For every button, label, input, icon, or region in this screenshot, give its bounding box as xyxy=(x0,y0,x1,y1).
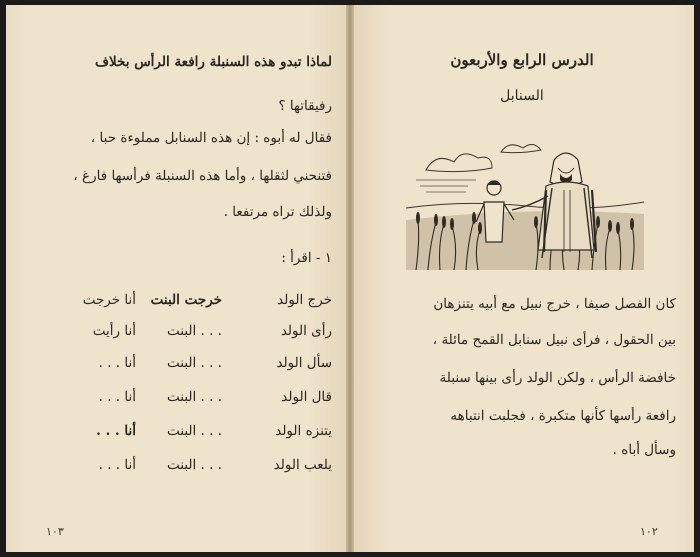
exercise-cell: يلعب الولد xyxy=(273,457,332,473)
exercise-cell: أنا . . . xyxy=(98,355,136,371)
right-page xyxy=(350,5,694,552)
exercise-cell: قال الولد xyxy=(281,389,332,405)
exercise-cell: سأل الولد xyxy=(276,355,332,371)
right-line-5: وسأل أباه . xyxy=(612,442,676,458)
lesson-title: الدرس الرابع والأربعون xyxy=(450,51,594,69)
exercise-cell: يتنزه الولد xyxy=(275,423,332,439)
exercise-row xyxy=(20,353,332,373)
page-number-right: ١٠٢ xyxy=(640,525,658,538)
exercise-cell: خرج الولد xyxy=(277,292,332,308)
exercise-cell: . . . البنت xyxy=(166,389,222,405)
left-line-5: ولذلك تراه مرتفعا . xyxy=(223,204,332,220)
exercise-row xyxy=(20,290,332,310)
left-page xyxy=(6,5,350,552)
exercise-cell: أنا . . . xyxy=(98,389,136,405)
right-line-3: خافضة الرأس ، ولكن الولد رأى بينها سنبلة xyxy=(439,370,676,386)
exercise-cell: خرجت البنت xyxy=(150,292,222,308)
right-line-2: بين الحقول ، فرأى نبيل سنابل القمح مائلة ، xyxy=(432,332,676,348)
exercise-cell: . . . البنت xyxy=(166,423,222,439)
exercise-cell: . . . البنت xyxy=(166,457,222,473)
exercise-cell: أنا . . . xyxy=(98,457,136,473)
right-line-1: كان الفصل صيفا ، خرج نبيل مع أبيه يتنزهان xyxy=(433,296,676,312)
exercise-row xyxy=(20,387,332,407)
exercise-cell: أنا خرجت xyxy=(82,292,136,308)
exercise-row xyxy=(20,455,332,475)
page-number-left: ١٠٣ xyxy=(46,525,64,538)
exercise-cell: . . . البنت xyxy=(166,355,222,371)
exercise-heading: ١ - اقرأ : xyxy=(281,250,332,266)
lesson-subtitle: السنابل xyxy=(500,88,544,104)
exercise-row xyxy=(20,421,332,441)
right-line-4: رافعة رأسها كأنها متكبرة ، فجلبت انتباهه xyxy=(450,408,676,424)
exercise-row xyxy=(20,321,332,341)
wheat-field-illustration xyxy=(406,130,644,270)
book-gutter xyxy=(346,5,354,552)
exercise-cell: أنا . . . xyxy=(96,423,136,439)
left-line-2: رفيقاتها ؟ xyxy=(278,98,332,114)
left-line-3: فقال له أبوه : إن هذه السنابل مملوءة حبا ، xyxy=(90,130,332,146)
left-line-1: لماذا تبدو هذه السنبلة رافعة الرأس بخلاف xyxy=(94,54,332,70)
left-line-4: فتنحني لثقلها ، وأما هذه السنبلة فرأسها فارغ ، xyxy=(73,168,332,184)
exercise-cell: . . . البنت xyxy=(166,323,222,339)
exercise-cell: أنا رأيت xyxy=(92,323,136,339)
exercise-cell: رأى الولد xyxy=(280,323,332,339)
